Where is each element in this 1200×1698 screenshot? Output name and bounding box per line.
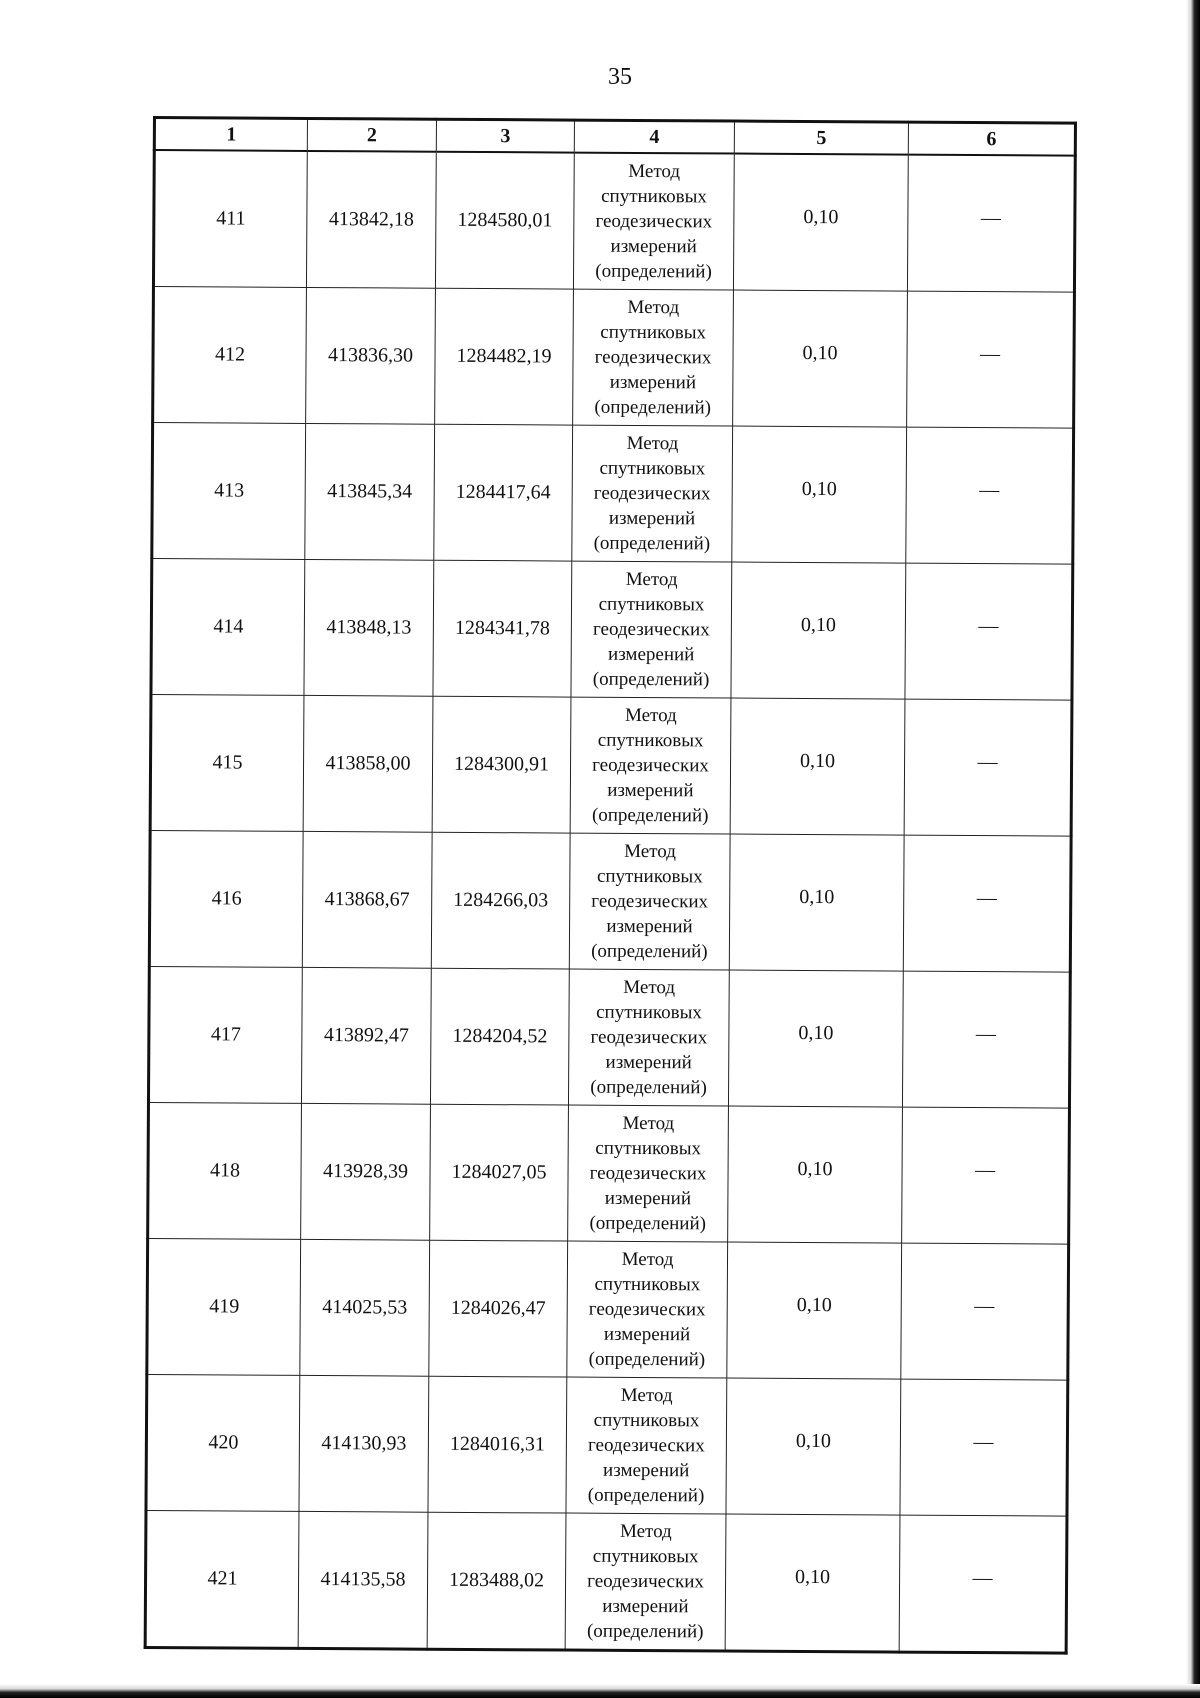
method-cell (571, 561, 732, 698)
description-cell: — (902, 1107, 1070, 1244)
description-cell: — (905, 563, 1073, 700)
method-line: (определений) (591, 940, 708, 963)
point-number-cell: 414 (151, 559, 305, 696)
description-cell: — (902, 971, 1070, 1108)
point-number-cell: 418 (148, 1102, 302, 1239)
method-cell (573, 289, 734, 426)
coordinate-y-cell: 1284482,19 (435, 288, 574, 425)
method-line: геодезических (592, 618, 710, 641)
method-line: (определений) (592, 668, 710, 691)
accuracy-cell: 0,10 (728, 970, 903, 1107)
header-col-4: 4 (574, 120, 734, 153)
coordinate-y-cell: 1284027,05 (430, 1104, 569, 1241)
method-line: Метод (624, 840, 676, 863)
accuracy-cell: 0,10 (733, 154, 908, 292)
point-number-cell: 415 (150, 694, 304, 831)
method-cell (570, 697, 731, 834)
table-row (148, 1102, 1070, 1244)
method-line: геодезических (587, 1570, 704, 1593)
description-cell: — (899, 1515, 1067, 1653)
method-line: спутниковых (594, 1273, 701, 1296)
method-line: измерений (605, 1051, 692, 1074)
point-number-cell: 416 (149, 830, 303, 967)
method-line: (определений) (593, 532, 711, 555)
coordinate-x-cell: 414025,53 (300, 1239, 430, 1376)
point-number-cell: 419 (147, 1238, 301, 1375)
method-cell (568, 969, 729, 1106)
accuracy-cell: 0,10 (729, 834, 904, 971)
method-line: геодезических (587, 1434, 705, 1457)
method-line: геодезических (593, 482, 711, 505)
method-line: спутниковых (598, 593, 705, 616)
method-line: Метод (621, 1248, 674, 1271)
table-row (152, 423, 1074, 565)
coordinate-x-cell: 413868,67 (302, 831, 432, 968)
point-number-cell: 417 (148, 966, 302, 1103)
coordinate-x-cell: 413892,47 (301, 967, 431, 1104)
accuracy-cell: 0,10 (728, 1106, 903, 1243)
method-line: (определений) (586, 1620, 704, 1643)
method-line: (определений) (587, 1484, 705, 1507)
method-line: (определений) (589, 1212, 707, 1235)
method-line: спутниковых (601, 185, 707, 208)
method-cell (565, 1513, 726, 1651)
method-cell (569, 833, 730, 970)
accuracy-cell: 0,10 (732, 426, 907, 563)
method-line: спутниковых (599, 457, 706, 480)
method-line: спутниковых (593, 1409, 700, 1432)
coordinate-y-cell: 1284300,91 (432, 696, 571, 833)
method-line: измерений (608, 507, 696, 530)
coordinate-y-cell: 1284026,47 (429, 1240, 568, 1377)
table-row (153, 287, 1075, 429)
coordinate-x-cell: 413928,39 (301, 1103, 431, 1240)
table-row (147, 1238, 1069, 1380)
method-line: измерений (606, 915, 693, 938)
header-col-3: 3 (436, 119, 574, 152)
table-row (150, 694, 1072, 836)
method-line: спутниковых (592, 1545, 699, 1568)
method-line: геодезических (589, 1162, 707, 1185)
method-line: измерений (603, 1323, 691, 1346)
method-line: Метод (627, 296, 680, 319)
coordinate-x-cell: 413845,34 (305, 423, 435, 560)
description-cell: — (907, 291, 1075, 428)
table-row (149, 830, 1071, 972)
coordinate-x-cell: 414135,58 (298, 1511, 428, 1649)
table-body (145, 150, 1075, 1653)
method-line: (определений) (595, 260, 712, 283)
scan-edge-right (1186, 0, 1200, 1698)
description-cell: — (907, 155, 1075, 293)
description-cell: — (906, 427, 1074, 564)
coordinate-x-cell: 413858,00 (303, 695, 433, 832)
method-line: измерений (607, 643, 695, 666)
point-number-cell: 411 (153, 150, 307, 287)
accuracy-cell: 0,10 (730, 698, 905, 835)
method-line: геодезических (592, 754, 709, 777)
table-row (153, 150, 1075, 292)
method-line: Метод (620, 1384, 673, 1407)
point-number-cell: 412 (153, 287, 307, 424)
coordinate-x-cell: 413848,13 (304, 559, 434, 696)
coordinate-y-cell: 1284341,78 (433, 560, 572, 697)
method-line: геодезических (590, 1026, 708, 1049)
description-cell: — (904, 699, 1072, 836)
method-line: измерений (604, 1187, 692, 1210)
table-row (146, 1374, 1068, 1516)
method-cell (568, 1105, 729, 1242)
table-row (148, 966, 1070, 1108)
table-row (151, 559, 1073, 701)
method-line: Метод (622, 1112, 675, 1135)
accuracy-cell: 0,10 (727, 1242, 902, 1379)
method-line: Метод (628, 160, 681, 183)
method-cell (573, 153, 734, 290)
method-line: измерений (603, 1459, 690, 1482)
method-cell (567, 1241, 728, 1378)
coordinate-y-cell: 1283488,02 (427, 1512, 566, 1650)
method-line: Метод (619, 1520, 672, 1543)
method-line: измерений (607, 779, 694, 802)
method-line: спутниковых (596, 1001, 702, 1024)
header-col-2: 2 (307, 118, 436, 151)
accuracy-cell: 0,10 (725, 1514, 900, 1652)
method-line: измерений (609, 371, 697, 394)
coordinate-x-cell: 413842,18 (306, 151, 436, 288)
coordinate-x-cell: 414130,93 (299, 1375, 429, 1512)
scan-edge-bottom (0, 1684, 1200, 1698)
coordinates-table-wrap (144, 116, 1077, 1655)
method-line: спутниковых (597, 729, 704, 752)
method-line: измерений (602, 1595, 689, 1618)
method-line: Метод (623, 976, 676, 999)
method-line: спутниковых (600, 321, 707, 344)
method-line: (определений) (588, 1348, 706, 1371)
method-line: Метод (624, 704, 677, 727)
method-line: (определений) (594, 396, 712, 419)
coordinate-y-cell: 1284016,31 (428, 1376, 567, 1513)
method-line: геодезических (595, 210, 713, 233)
method-line: (определений) (590, 1076, 707, 1099)
coordinate-y-cell: 1284580,01 (435, 152, 574, 289)
coordinate-y-cell: 1284204,52 (430, 968, 569, 1105)
method-line: измерений (610, 235, 697, 258)
coordinate-y-cell: 1284417,64 (434, 424, 573, 561)
method-line: геодезических (588, 1298, 706, 1321)
method-cell (572, 425, 733, 562)
description-cell: — (903, 835, 1071, 972)
table-row (145, 1510, 1067, 1653)
method-line: спутниковых (595, 1137, 702, 1160)
header-col-1: 1 (154, 118, 307, 151)
method-line: геодезических (594, 346, 712, 369)
method-line: Метод (626, 432, 679, 455)
coordinate-x-cell: 413836,30 (306, 287, 436, 424)
accuracy-cell: 0,10 (726, 1378, 901, 1515)
accuracy-cell: 0,10 (731, 562, 906, 699)
method-line: спутниковых (596, 865, 703, 888)
point-number-cell: 420 (146, 1374, 300, 1511)
method-line: (определений) (591, 804, 709, 827)
method-line: геодезических (591, 890, 709, 913)
coordinate-y-cell: 1284266,03 (431, 832, 570, 969)
point-number-cell: 413 (152, 423, 306, 560)
point-number-cell: 421 (145, 1510, 299, 1648)
header-col-5: 5 (734, 121, 908, 155)
method-cell (566, 1377, 727, 1514)
page-number: 35 (608, 64, 632, 90)
header-col-6: 6 (908, 122, 1075, 156)
description-cell: — (900, 1379, 1068, 1516)
description-cell: — (901, 1243, 1069, 1380)
accuracy-cell: 0,10 (733, 290, 908, 427)
method-line: Метод (625, 568, 678, 591)
coordinates-table (144, 116, 1077, 1655)
